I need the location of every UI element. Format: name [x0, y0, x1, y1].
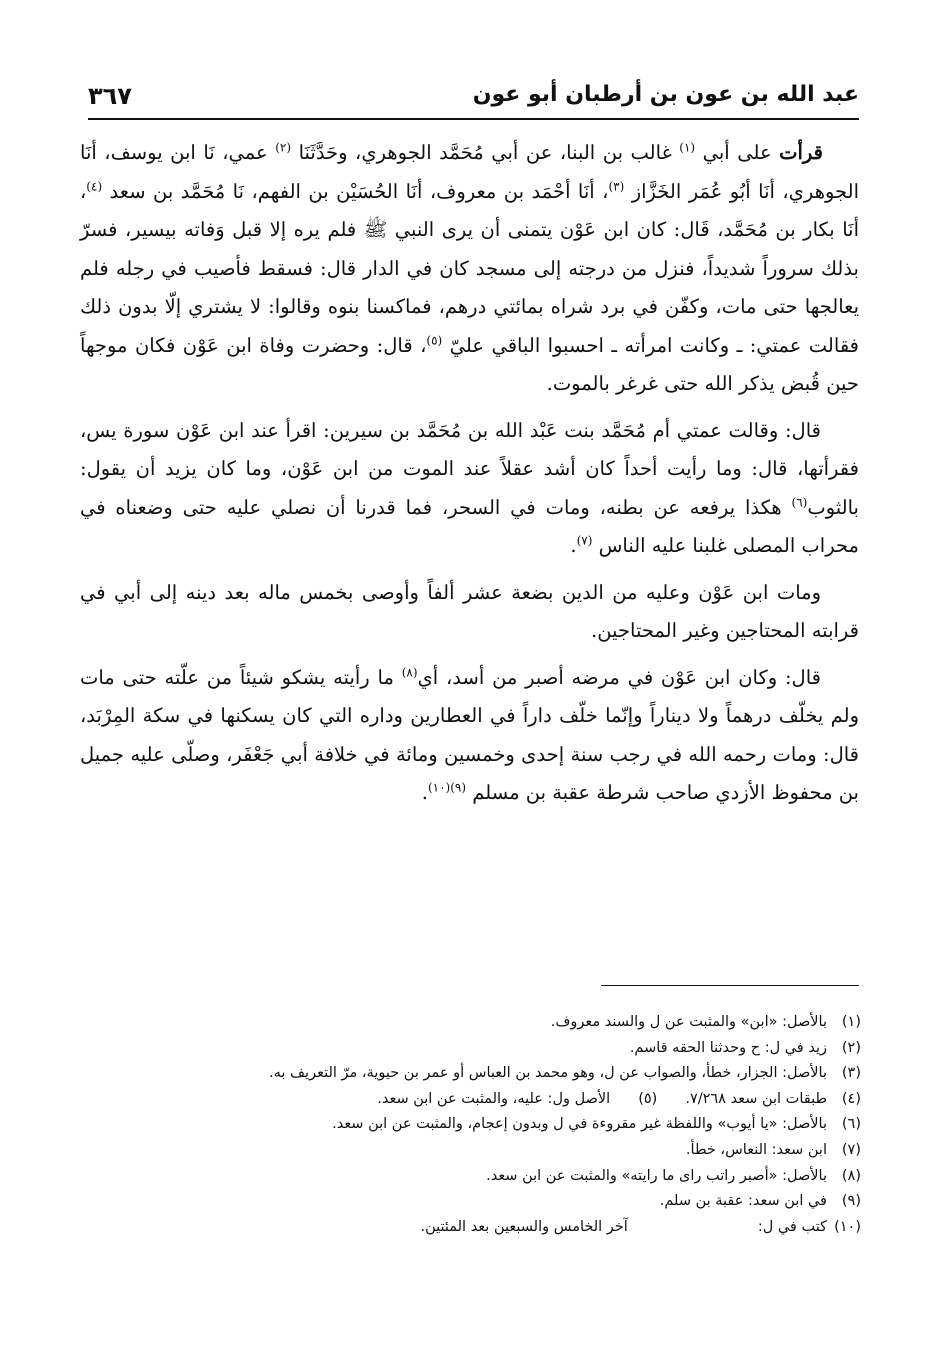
- footnote-item: [80, 1061, 861, 1087]
- footnote-marker: (٦): [791, 495, 808, 509]
- footnote-marker: (٧): [576, 533, 593, 548]
- footnote-number: (٣): [841, 1065, 861, 1082]
- paragraph-2: [80, 412, 859, 566]
- footnote-item: [80, 1087, 861, 1113]
- footnote-marker: (٤): [86, 179, 103, 193]
- paragraph-text: على أبي: [695, 141, 780, 164]
- footnote-item: [80, 1215, 861, 1241]
- paragraph-text: ، أنَا أحْمَد بن معروف، أنَا الحُسَيْن بن الفهم، نَا مُحَمَّد بن سعد: [102, 179, 609, 203]
- paragraph-text: عمي، نَا ابن يوسف، أنَا الجوهري، أنَا أبُو عُمَر الخَزَّاز: [80, 141, 859, 203]
- lead-word: قرأت: [779, 141, 823, 164]
- footnote-marker: (٥): [426, 333, 443, 347]
- footnote-divider: [601, 985, 859, 986]
- footnote-item: [80, 1164, 861, 1190]
- paragraph-text: قال: وقالت عمتي أم مُحَمَّد بنت عَبْد الله بن مُحَمَّد بن سيرين: اقرأ عند ابن عَوْن سورة يس، فقرأتها، قال: وما رأيت أحداً كان أشد عقلاً عند الموت من ابن عَوْن، وما كان يزيد أن يقول: بالثوب: [80, 418, 859, 519]
- paragraph-text: هكذا يرفعه عن بطنه، ومات في السحر، فما قدرنا أن نصلي عليه حتى وضعناه في محراب المصلى غلبنا عليه الناس: [80, 495, 859, 557]
- paragraph-4: [80, 659, 859, 813]
- footnote-number: (٨): [841, 1167, 861, 1184]
- footnote-marker: (٢): [275, 140, 292, 155]
- paragraph-text: قال: وكان ابن عَوْن في مرضه أصبر من أسد، أي: [417, 665, 821, 689]
- footnote-text: زيد في ل: ح وحدثنا الحقه قاسم.: [629, 1039, 827, 1056]
- page-number: ٣٦٧: [88, 82, 132, 110]
- footnote-text: بالأصل: «أصبر راتب راى ما رايته» والمثبت عن ابن سعد.: [486, 1167, 827, 1184]
- footnote-text: ابن سعد: النعاس، خطأ.: [685, 1141, 827, 1158]
- paragraph-text: ومات ابن عَوْن وعليه من الدين بضعة عشر ألفاً وأوصى بخمس ماله بعد دينه إلى أبي في قرابته المحتاجين وغير المحتاجين.: [80, 580, 859, 642]
- footnote-number: (٩): [841, 1193, 861, 1210]
- paragraph-text: ، قال: وحضرت وفاة ابن عَوْن فكان موجهاً حين قُبض يذكر الله حتى غرغر بالموت.: [80, 333, 859, 395]
- paragraph-1: [80, 134, 859, 404]
- footnote-text: طبقات ابن سعد ٧/٢٦٨.: [685, 1090, 827, 1107]
- footnote-marker: (٨): [401, 665, 418, 679]
- footnote-number: (٤): [841, 1090, 861, 1107]
- footnote-marker: (٩)(١٠): [427, 780, 467, 795]
- paragraph-text: .: [421, 781, 428, 804]
- footnote-marker: (٣): [608, 179, 625, 193]
- footnote-text-group: [80, 1087, 827, 1113]
- paragraph-text: غالب بن البنا، عن أبي مُحَمَّد الجوهري، وحَدَّثَنَا: [291, 141, 680, 164]
- paragraph-3: [80, 574, 859, 651]
- paragraph-text: ، أنَا بكار بن مُحَمَّد، قَال: كان ابن عَوْن يتمنى أن يرى النبي ﷺ فلم يره إلا قبل وَفاته بيسير، فسرّ بذلك سروراً شديداً، فنزل من درجته إلى مسجد كان في الدار قال: فسقط فأصيب في رجله فلم يعالجها حتى مات، وكفّن في برد شراه بمائتي درهم، فماكسنا بنوه وقالوا: لا يشتري إلّا بدون ذلك فقالت عمتي: ـ وكانت امرأته ـ احسبوا الباقي عليّ: [80, 179, 860, 357]
- paragraph-text: .: [570, 534, 577, 557]
- footnote-text: بالأصل: الجزار، خطأ، والصواب عن ل، وهو محمد بن العباس أو عمر بن حيوية، مرّ التعريف به.: [269, 1065, 827, 1082]
- footnote-number: (٧): [841, 1141, 861, 1158]
- footnote-text: في ابن سعد: عقبة بن سلم.: [659, 1193, 827, 1210]
- footnote-item: [80, 1010, 861, 1036]
- footnote-text: كتب في ل:: [757, 1218, 827, 1235]
- running-header: [88, 78, 859, 120]
- footnote-marker: (١): [679, 140, 696, 155]
- footnote-text-group: [80, 1215, 827, 1241]
- main-text: [80, 134, 859, 821]
- paragraph-text: ما رأيته يشكو شيئاً من علّته حتى مات ولم يخلّف درهماً ولا ديناراً وإنّما خلّف داراً في العطارين وداره التي كان يسكنها في سكة المِرْبَد، قال: ومات رحمه الله في رجب سنة إحدى وخمسين ومائة في خلافة أبي جَعْفَر، وصلّى عليه جميل بن محفوظ الأزدي صاحب شرطة عقبة بن مسلم: [80, 665, 859, 804]
- footnote-text: الأصل ول: عليه، والمثبت عن ابن سعد.: [377, 1090, 611, 1107]
- footnote-item: [80, 1036, 861, 1062]
- footnote-item: [80, 1189, 861, 1215]
- footnote-text: بالأصل: «ابن» والمثبت عن ل والسند معروف.: [550, 1014, 827, 1030]
- footnote-number: (٢): [841, 1039, 861, 1056]
- header-title: عبد الله بن عون بن أرطبان أبو عون: [472, 82, 859, 107]
- footnote-text: آخر الخامس والسبعين بعد المئتين.: [420, 1218, 628, 1235]
- footnote-item: [80, 1138, 861, 1164]
- footnote-number: (٥): [638, 1090, 658, 1107]
- footnote-text: بالأصل: «يا أيوب» واللفظة غير مقروءة في ل وبدون إعجام، والمثبت عن ابن سعد.: [332, 1116, 827, 1133]
- footnote-number: (١): [841, 1014, 861, 1030]
- footnote-item: [80, 1112, 861, 1138]
- footnotes: [80, 1010, 861, 1240]
- footnote-number: (١٠): [834, 1218, 861, 1235]
- footnote-number: (٦): [841, 1116, 861, 1133]
